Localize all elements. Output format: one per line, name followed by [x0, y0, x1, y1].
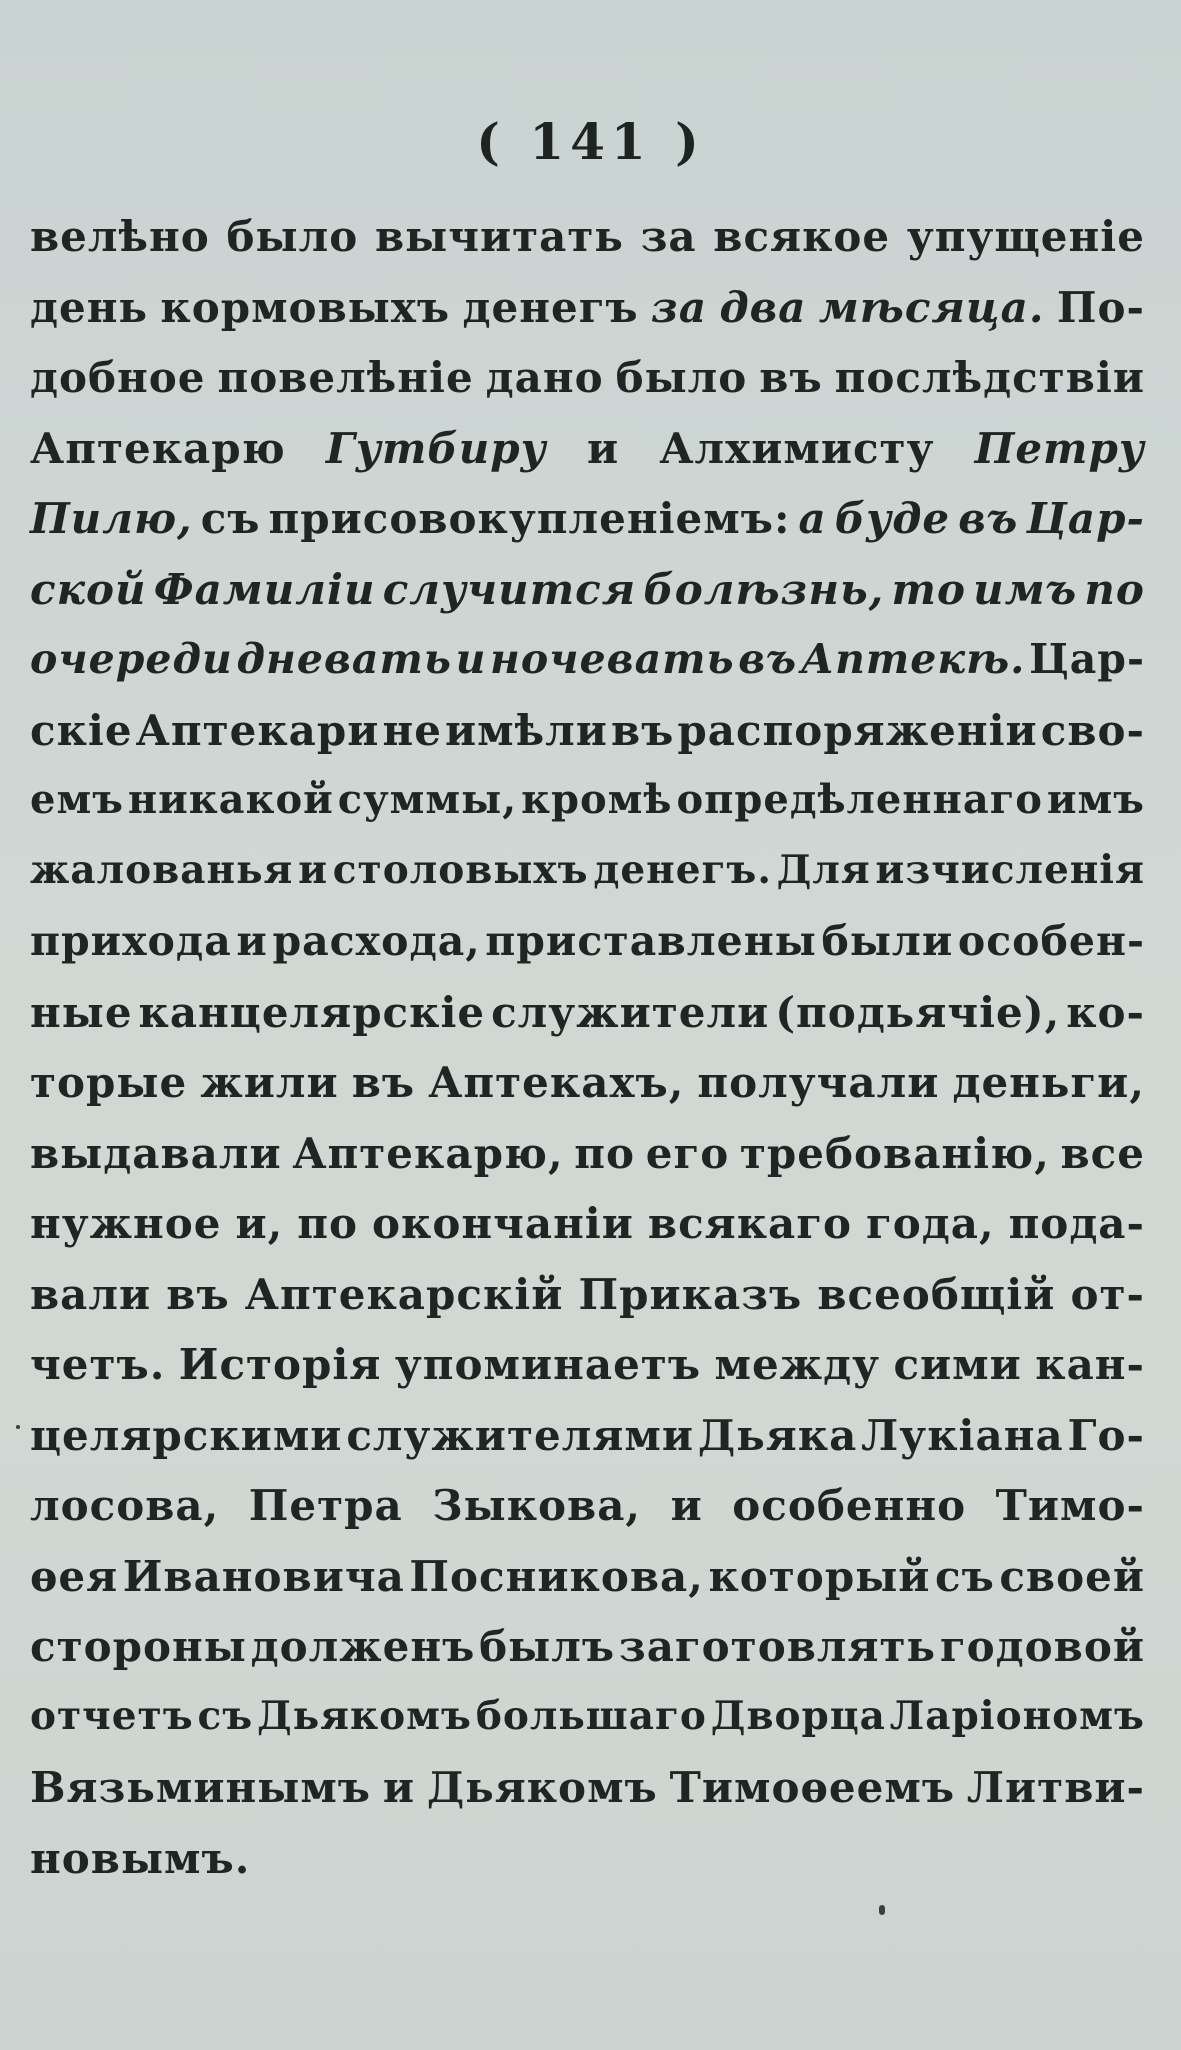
word: Приказъ: [578, 1269, 803, 1319]
text-line: [30, 283, 1145, 354]
word: сими: [893, 1340, 1022, 1389]
text-line: [30, 776, 1145, 847]
word: былъ: [479, 1622, 616, 1671]
word: и,: [235, 1199, 284, 1248]
word: и: [670, 1481, 703, 1530]
word: торые: [30, 1058, 188, 1107]
word: который: [708, 1551, 931, 1601]
word: сво-: [1040, 705, 1145, 755]
body-text: [30, 212, 1145, 1904]
word: въ: [958, 494, 1019, 543]
word: Дьяка: [697, 1410, 858, 1460]
word: пода-: [1008, 1199, 1145, 1248]
text-line: [30, 988, 1145, 1059]
word: всякаго: [647, 1199, 852, 1248]
word: Дьякомъ: [426, 1763, 658, 1812]
text-line: [30, 1340, 1145, 1411]
word: Зыкова,: [432, 1481, 642, 1530]
word: изчисленія: [875, 846, 1145, 893]
word: целярскими: [30, 1410, 343, 1460]
word: канцелярскіе: [138, 987, 486, 1037]
word: дневать: [236, 635, 452, 683]
word: деньги,: [952, 1058, 1145, 1107]
word: Аптекарскій: [244, 1269, 564, 1319]
word: требованію,: [739, 1128, 1050, 1178]
word: опредѣленнаго: [676, 776, 1043, 823]
text-line: [30, 1129, 1145, 1200]
word: присовокупленіемъ:: [268, 494, 791, 543]
word: Литви-: [966, 1763, 1145, 1812]
word: имѣли: [444, 705, 608, 755]
word: ночевать: [490, 635, 735, 683]
text-line: [30, 917, 1145, 988]
word: служителями: [346, 1410, 694, 1460]
word: суммы,: [337, 776, 518, 823]
word: а: [798, 494, 827, 543]
word: были: [821, 917, 954, 965]
word: за: [651, 282, 708, 332]
word: Фамиліи: [153, 564, 376, 614]
word: годовой: [939, 1622, 1145, 1671]
word: было: [226, 212, 359, 261]
word: Тимо-: [995, 1481, 1145, 1530]
word: Лукіана: [861, 1410, 1064, 1460]
word: и: [382, 1763, 416, 1812]
word: своей: [999, 1551, 1145, 1601]
word: (подьячіе),: [775, 987, 1061, 1037]
word: четъ.: [30, 1340, 166, 1389]
word: велѣно: [30, 212, 210, 261]
word: особен-: [957, 917, 1145, 965]
word: года,: [865, 1199, 995, 1248]
word: отчетъ: [30, 1692, 194, 1739]
word: Ларіономъ: [889, 1692, 1145, 1739]
text-line: [30, 635, 1145, 706]
word: денегъ.: [593, 846, 772, 893]
word: его: [645, 1128, 730, 1178]
word: емъ: [30, 776, 124, 823]
word: въ: [351, 1058, 416, 1107]
word: въ: [166, 1269, 230, 1319]
word: никакой: [127, 776, 334, 823]
word: съ: [200, 494, 261, 543]
word: мѣсяца.: [818, 282, 1045, 332]
word: Аптекѣ.: [800, 635, 1026, 683]
word: день: [30, 282, 148, 332]
word: Го-: [1067, 1410, 1145, 1460]
word: дано: [485, 353, 604, 402]
word: ѳея: [30, 1551, 119, 1601]
word: ные: [30, 987, 133, 1037]
word: имъ: [973, 564, 1078, 614]
word: Петру: [974, 423, 1145, 473]
word: большаго: [475, 1692, 707, 1739]
word: выдавали: [30, 1128, 282, 1178]
word: Петра: [248, 1481, 403, 1530]
text-line: [30, 353, 1145, 424]
word: болѣзнь,: [643, 564, 885, 614]
word: кан-: [1035, 1340, 1145, 1389]
word: скіе: [30, 705, 133, 755]
word: По-: [1056, 282, 1145, 332]
text-line: [30, 1270, 1145, 1341]
word: приставлены: [485, 917, 817, 965]
word: жили: [200, 1058, 339, 1107]
word: кормовыхъ: [160, 282, 451, 332]
word: окончаніи: [372, 1199, 634, 1248]
text-line: [30, 494, 1145, 565]
word: въ: [610, 705, 675, 755]
word: Для: [776, 846, 871, 893]
word: Аптекарю,: [292, 1128, 564, 1178]
word: новымъ.: [30, 1833, 251, 1883]
word: въ: [738, 635, 798, 683]
word: лосова,: [30, 1481, 220, 1530]
word: Цар-: [1026, 494, 1145, 543]
word: от-: [1070, 1269, 1145, 1319]
word: буде: [834, 494, 951, 543]
word: все: [1060, 1128, 1145, 1178]
word: Тимоѳеемъ: [669, 1763, 956, 1812]
word: повелѣніе: [217, 353, 474, 402]
text-line: [30, 424, 1145, 495]
text-line: [30, 212, 1145, 283]
word: прихода: [30, 917, 232, 965]
word: распоряженіи: [677, 705, 1038, 755]
word: за: [640, 212, 697, 261]
word: было: [615, 353, 748, 402]
word: Дворца: [710, 1692, 886, 1739]
word: упущеніе: [906, 212, 1145, 261]
word: Аптекари: [135, 705, 380, 755]
word: жалованья: [30, 846, 294, 893]
word: денегъ: [462, 282, 639, 332]
word: добное: [30, 353, 206, 402]
word: служители: [491, 987, 770, 1037]
word: очереди: [30, 635, 233, 683]
word: послѣдствіи: [834, 353, 1145, 402]
word: Ивановича: [122, 1551, 405, 1601]
word: упоминаетъ: [394, 1340, 702, 1389]
word: Гутбиру: [325, 423, 547, 473]
word: нужное: [30, 1199, 222, 1248]
word: по: [574, 1128, 636, 1178]
word: съ: [197, 1692, 254, 1739]
text-line: [30, 565, 1145, 636]
word: по: [297, 1199, 359, 1248]
word: случится: [382, 564, 637, 614]
text-line: [30, 847, 1145, 918]
word: долженъ: [250, 1622, 476, 1671]
text-line: [30, 1834, 1145, 1905]
word: по: [1084, 564, 1145, 614]
word: Аптекахъ,: [428, 1058, 685, 1107]
word: особенно: [732, 1481, 967, 1530]
text-line: [30, 1693, 1145, 1764]
word: стороны: [30, 1622, 247, 1671]
word: ко-: [1066, 987, 1145, 1037]
word: съ: [935, 1551, 995, 1601]
text-line: [30, 1199, 1145, 1270]
word: кромѣ: [521, 776, 673, 823]
word: Цар-: [1029, 635, 1145, 683]
word: Дьякомъ: [257, 1692, 472, 1739]
text-line: [30, 1622, 1145, 1693]
word: получали: [697, 1058, 940, 1107]
word: имъ: [1046, 776, 1145, 823]
word: не: [382, 705, 442, 755]
word: между: [714, 1340, 880, 1389]
word: два: [719, 282, 807, 332]
text-line: [30, 706, 1145, 777]
word: Алхимисту: [659, 423, 935, 473]
word: и: [236, 917, 268, 965]
ink-speck: [16, 1425, 20, 1429]
page-number: ( 141 ): [476, 112, 705, 171]
word: Исторія: [178, 1340, 382, 1389]
text-line: [30, 1552, 1145, 1623]
word: то: [891, 564, 966, 614]
text-line: [30, 1058, 1145, 1129]
text-line: [30, 1411, 1145, 1482]
word: ской: [30, 564, 147, 614]
word: всеобщій: [817, 1269, 1056, 1319]
word: вычитать: [374, 212, 624, 261]
word: Вязьминымъ: [30, 1763, 372, 1812]
word: Посникова,: [409, 1551, 704, 1601]
word: столовыхъ: [332, 846, 589, 893]
word: расхода,: [272, 917, 481, 965]
ink-speck: [879, 1905, 885, 1915]
word: заготовлять: [618, 1622, 937, 1671]
word: и: [455, 635, 487, 683]
word: Пилю,: [30, 494, 193, 543]
text-line: [30, 1481, 1145, 1552]
text-line: [30, 1763, 1145, 1834]
word: и: [298, 846, 329, 893]
word: вали: [30, 1269, 152, 1319]
word: въ: [759, 353, 823, 402]
word: всякое: [713, 212, 891, 261]
word: и: [586, 423, 620, 473]
word: Аптекарю: [30, 423, 286, 473]
